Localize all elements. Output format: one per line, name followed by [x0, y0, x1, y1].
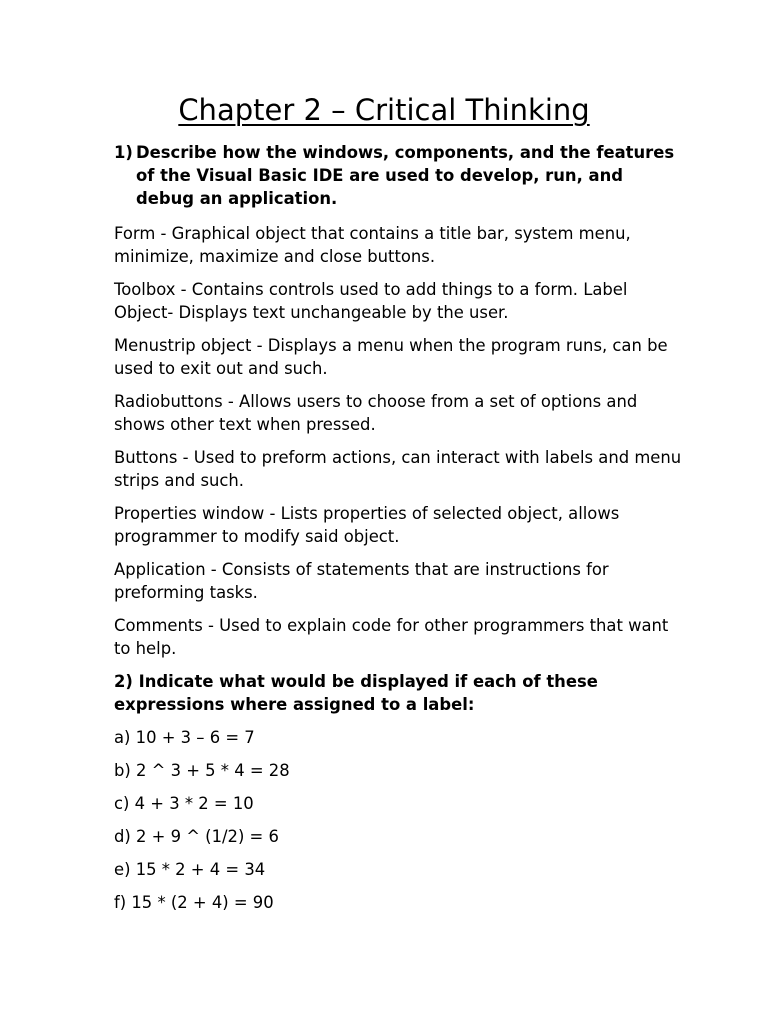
paragraph-properties-window: Properties window - Lists properties of selected object, allows programmer to modify said object. [114, 504, 620, 546]
paragraph-form: Form - Graphical object that contains a title bar, system menu, minimize, maximize and close buttons. [114, 224, 631, 266]
answer-e: e) 15 * 2 + 4 = 34 [114, 860, 266, 879]
answer-a: a) 10 + 3 – 6 = 7 [114, 728, 255, 747]
answer-d: d) 2 + 9 ^ (1/2) = 6 [114, 827, 279, 846]
paragraph-application: Application - Consists of statements that are instructions for preforming tasks. [114, 560, 609, 602]
document-body [114, 141, 684, 924]
answer-b: b) 2 ^ 3 + 5 * 4 = 28 [114, 761, 290, 780]
question-1-text: Describe how the windows, components, and the features of the Visual Basic IDE are used to develop, run, and debug an application. [136, 143, 675, 208]
answer-f: f) 15 * (2 + 4) = 90 [114, 893, 274, 912]
paragraph-toolbox: Toolbox - Contains controls used to add things to a form. Label Object- Displays text unchangeable by the user. [114, 280, 628, 322]
paragraph-comments: Comments - Used to explain code for other programmers that want to help. [114, 616, 669, 658]
paragraph-menustrip: Menustrip object - Displays a menu when the program runs, can be used to exit out and such. [114, 336, 668, 378]
answer-c: c) 4 + 3 * 2 = 10 [114, 794, 254, 813]
paragraph-radiobuttons: Radiobuttons - Allows users to choose from a set of options and shows other text when pressed. [114, 392, 638, 434]
question-2: 2) Indicate what would be displayed if each of these expressions where assigned to a label: [114, 672, 598, 714]
question-1 [114, 141, 684, 210]
page-title: Chapter 2 – Critical Thinking [178, 93, 590, 127]
paragraph-buttons: Buttons - Used to preform actions, can interact with labels and menu strips and such. [114, 448, 682, 490]
question-1-number: 1) [114, 143, 133, 162]
